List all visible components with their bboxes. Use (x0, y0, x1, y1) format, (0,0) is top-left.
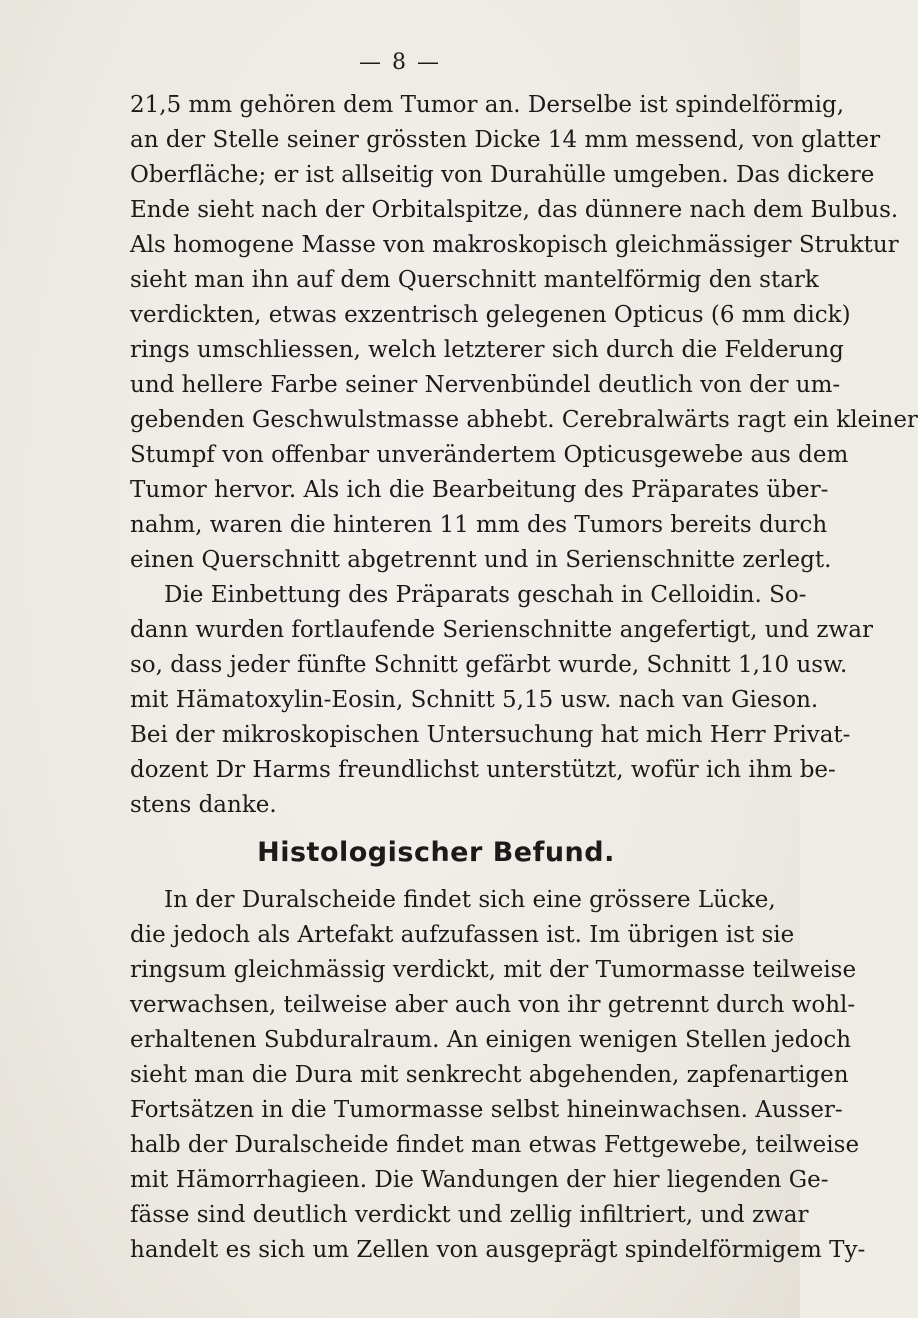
text-line: erhaltenen Subduralraum. An einigen wenigen Stellen jedoch (130, 1027, 852, 1053)
text-line: gebenden Geschwulstmasse abhebt. Cerebralwärts ragt ein kleiner (130, 407, 918, 433)
text-line: dozent Dr Harms freundlichst unterstützt, wofür ich ihm be- (130, 757, 836, 783)
text-line: fässe sind deutlich verdickt und zellig infiltriert, und zwar (130, 1202, 809, 1228)
text-line: und hellere Farbe seiner Nervenbündel deutlich von der um- (130, 372, 841, 398)
text-line: an der Stelle seiner grössten Dicke 14 mm messend, von glatter (130, 127, 881, 153)
section-heading: Histologischer Befund. (257, 837, 615, 868)
text-line: Die Einbettung des Präparats geschah in Celloidin. So- (164, 582, 807, 608)
text-line: mit Hämatoxylin-Eosin, Schnitt 5,15 usw. nach van Gieson. (130, 687, 819, 713)
text-line: mit Hämorrhagieen. Die Wandungen der hier liegenden Ge- (130, 1167, 829, 1193)
page-number: — 8 — (359, 50, 441, 75)
paragraph (130, 883, 866, 1268)
text-line: die jedoch als Artefakt aufzufassen ist. Im übrigen ist sie (130, 922, 795, 948)
text-line: Fortsätzen in die Tumormasse selbst hineinwachsen. Ausser- (130, 1097, 843, 1123)
text-line: handelt es sich um Zellen von ausgeprägt spindelförmigem Ty- (130, 1237, 866, 1263)
text-line: Bei der mikroskopischen Untersuchung hat mich Herr Privat- (130, 722, 851, 748)
body-text (130, 88, 918, 1268)
text-line: Stumpf von offenbar unverändertem Opticusgewebe aus dem (130, 442, 849, 468)
text-line: Ende sieht nach der Orbitalspitze, das dünnere nach dem Bulbus. (130, 197, 899, 223)
text-line: halb der Duralscheide findet man etwas Fettgewebe, teilweise (130, 1132, 860, 1158)
text-line: nahm, waren die hinteren 11 mm des Tumors bereits durch (130, 512, 828, 538)
text-line: dann wurden fortlaufende Serienschnitte angefertigt, und zwar (130, 617, 873, 643)
text-line: 21,5 mm gehören dem Tumor an. Derselbe ist spindelförmig, (130, 92, 845, 118)
text-line: verdickten, etwas exzentrisch gelegenen Opticus (6 mm dick) (130, 302, 851, 328)
text-line: Als homogene Masse von makroskopisch gleichmässiger Struktur (130, 232, 899, 258)
text-line: einen Querschnitt abgetrennt und in Serienschnitte zerlegt. (130, 547, 832, 573)
paragraph (130, 578, 873, 823)
text-line: In der Duralscheide findet sich eine grössere Lücke, (164, 887, 776, 913)
text-line: sieht man ihn auf dem Querschnitt mantelförmig den stark (130, 267, 819, 293)
text-line: stens danke. (130, 792, 277, 818)
text-line: verwachsen, teilweise aber auch von ihr getrennt durch wohl- (130, 992, 856, 1018)
text-line: sieht man die Dura mit senkrecht abgehenden, zapfenartigen (130, 1062, 849, 1088)
text-line: rings umschliessen, welch letzterer sich durch die Felderung (130, 337, 844, 363)
text-line: Tumor hervor. Als ich die Bearbeitung des Präparates über- (130, 477, 829, 503)
text-line: so, dass jeder fünfte Schnitt gefärbt wurde, Schnitt 1,10 usw. (130, 652, 848, 678)
paragraph (130, 88, 918, 578)
text-line: ringsum gleichmässig verdickt, mit der Tumormasse teilweise (130, 957, 857, 983)
text-line: Oberfläche; er ist allseitig von Durahülle umgeben. Das dickere (130, 162, 875, 188)
